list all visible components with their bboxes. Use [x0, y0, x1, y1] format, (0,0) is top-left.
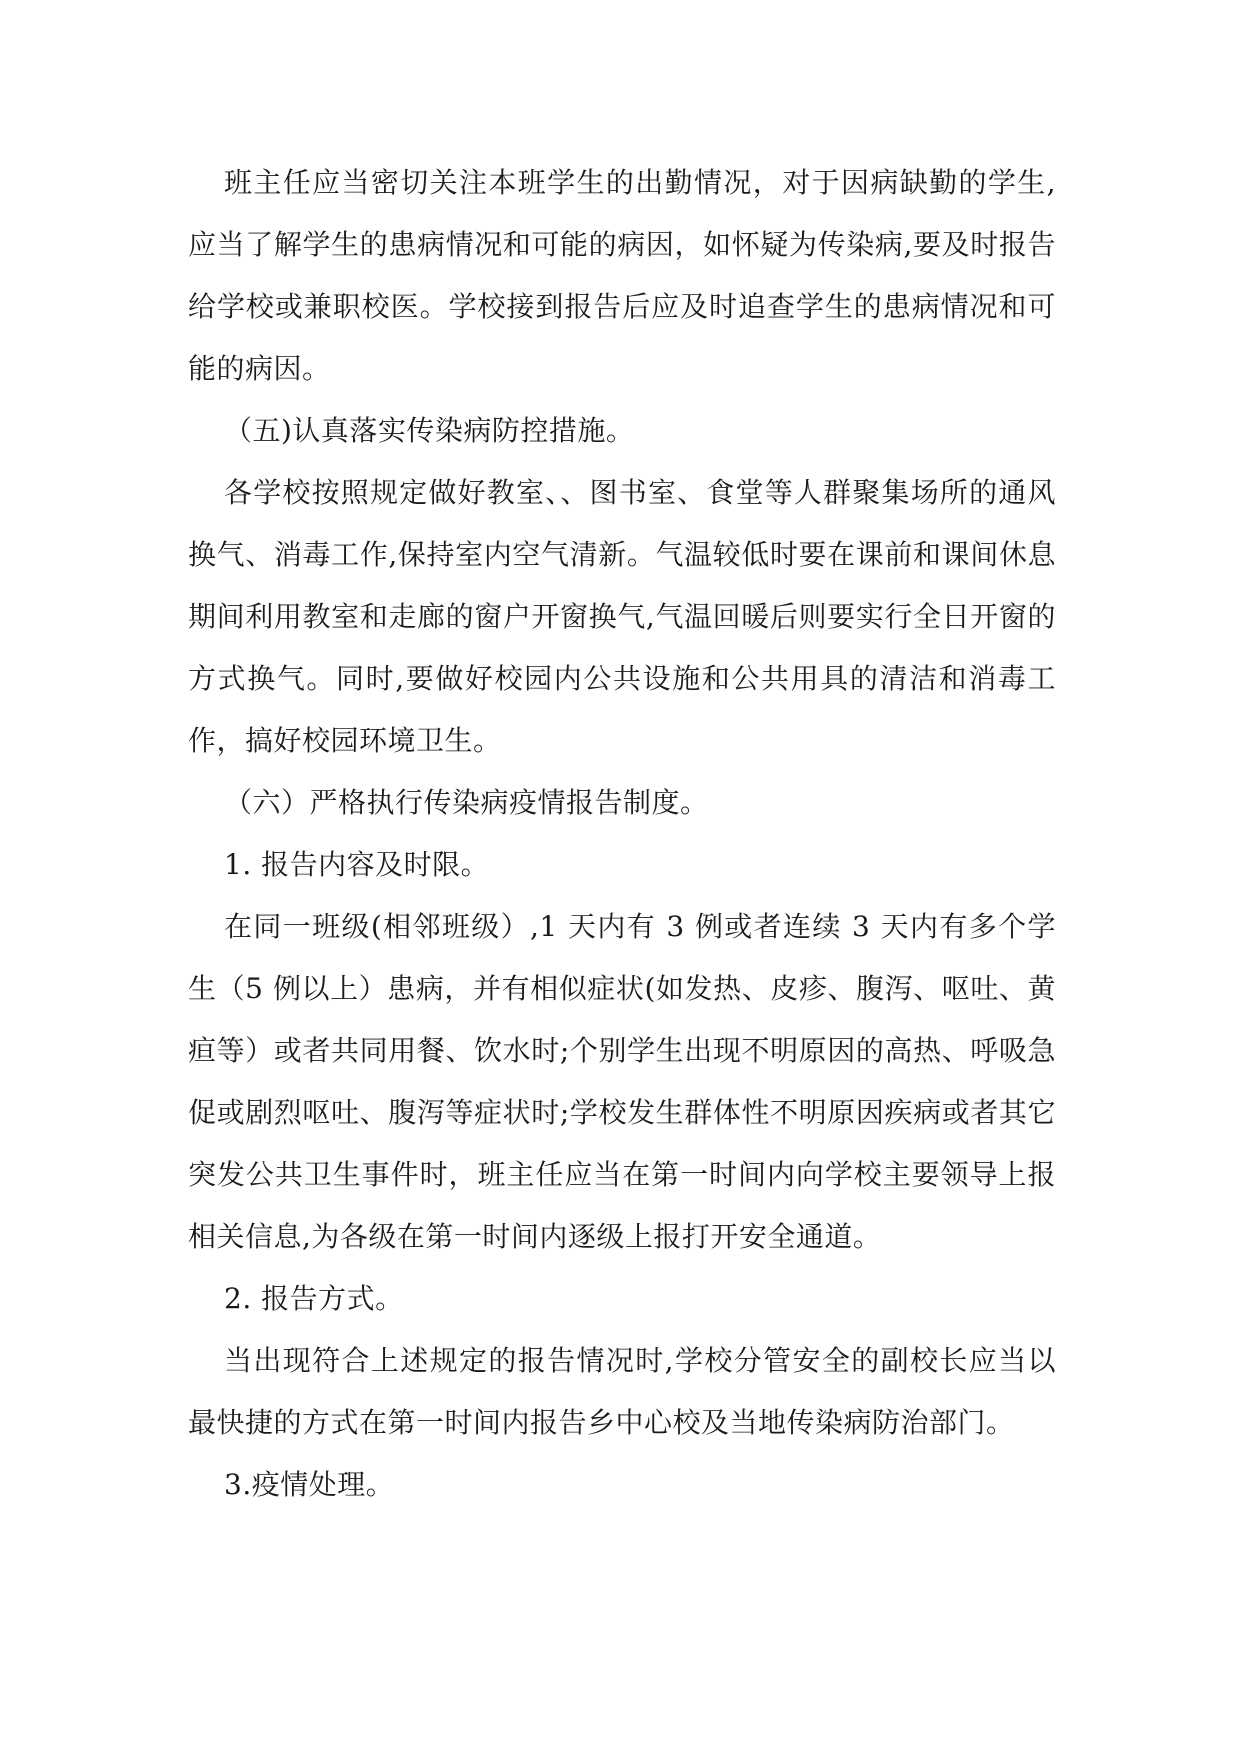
section-heading-5: （五)认真落实传染病防控措施。	[224, 414, 635, 447]
section-heading-6: （六）严格执行传染病疫情报告制度。	[224, 786, 709, 819]
subheading-epidemic-handling: 3.疫情处理。	[224, 1468, 395, 1501]
document-page	[188, 152, 1056, 1516]
paragraph-report-criteria: 在同一班级(相邻班级）,1 天内有 3 例或者连续 3 天内有多个学生（5 例以上）患病，并有相似症状(如发热、皮疹、腹泻、呕吐、黄疸等）或者共同用餐、饮水时;个别学生出现不明原因的高热、呼吸急促或剧烈呕吐、腹泻等症状时;学校发生群体性不明原因疾病或者其它突发公共卫生事件时，班主任应当在第一时间内向学校主要领导上报相关信息,为各级在第一时间内逐级上报打开安全通道。	[188, 910, 1056, 1253]
subheading-report-content: 1. 报告内容及时限。	[224, 848, 490, 881]
paragraph-ventilation-disinfection: 各学校按照规定做好教室、、图书室、食堂等人群聚集场所的通风换气、消毒工作,保持室内空气清新。气温较低时要在课前和课间休息期间利用教室和走廊的窗户开窗换气,气温回暖后则要实行全日开窗的方式换气。同时,要做好校园内公共设施和公共用具的清洁和消毒工作，搞好校园环境卫生。	[188, 476, 1056, 757]
paragraph-attendance-monitoring: 班主任应当密切关注本班学生的出勤情况，对于因病缺勤的学生,应当了解学生的患病情况和可能的病因，如怀疑为传染病,要及时报告给学校或兼职校医。学校接到报告后应及时追查学生的患病情况和可能的病因。	[188, 166, 1056, 385]
paragraph-report-method: 当出现符合上述规定的报告情况时,学校分管安全的副校长应当以最快捷的方式在第一时间内报告乡中心校及当地传染病防治部门。	[188, 1344, 1056, 1439]
subheading-report-method: 2. 报告方式。	[224, 1282, 404, 1315]
